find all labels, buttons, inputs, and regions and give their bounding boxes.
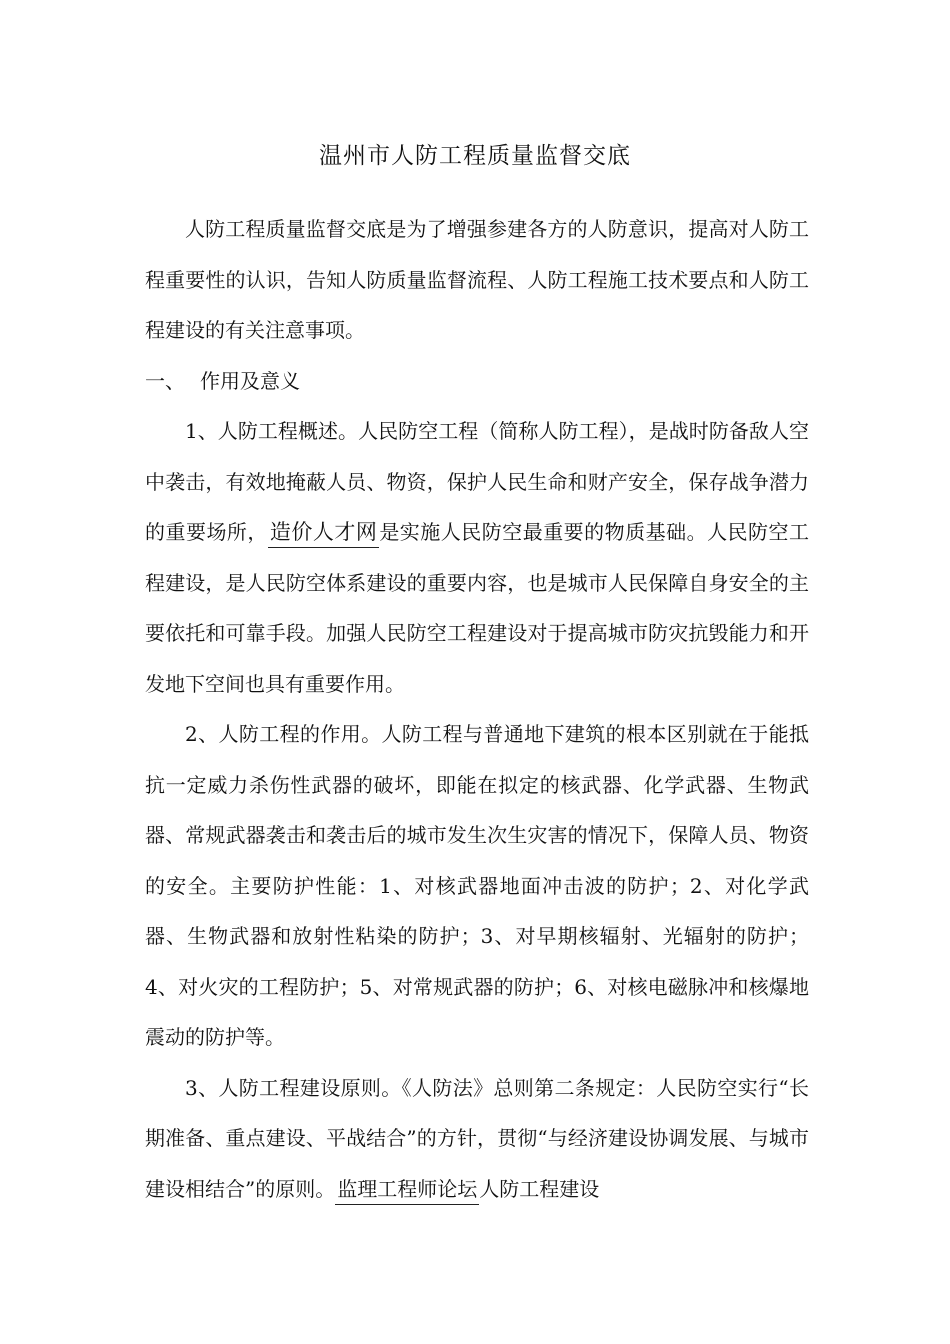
paragraph-overview-text-2: 是实施人民防空最重要的物质基础。人民防空工程建设，是人民防空体系建设的重要内容，也是城市人民保障自身安全的主要依托和可靠手段。加强人民防空工程建设对于提高城市防灾抗毁能力和开发地下空间也具有重要作用。 (145, 520, 810, 696)
document-body (145, 204, 809, 1214)
section-number: 一、 (145, 368, 185, 393)
paragraph-principle-text-2: 人防工程建设 (479, 1176, 600, 1201)
intro-paragraph: 人防工程质量监督交底是为了增强参建各方的人防意识，提高对人防工程重要性的认识，告知人防质量监督流程、人防工程施工技术要点和人防工程建设的有关注意事项。 (145, 217, 809, 342)
paragraph-principle (145, 1063, 809, 1215)
inline-link-cost-talent[interactable]: 造价人才网 (268, 520, 379, 548)
paragraph-overview (145, 406, 809, 709)
paragraph-overview-text-1: 1、人防工程概述。人民防空工程（简称人防工程），是战时防备敌人空中袭击，有效地掩蔽人员、物资，保护人民生命和财产安全，保存战争潜力的重要场所， (145, 419, 809, 544)
paragraph-principle-text-1: 3、人防工程建设原则。《人防法》总则第二条规定：人民防空实行“长期准备、重点建设、平战结合”的方针，贯彻“与经济建设协调发展、与城市建设相结合”的原则。 (145, 1075, 809, 1201)
document-title: 温州市人防工程质量监督交底 (319, 143, 631, 169)
paragraph-function: 2、人防工程的作用。人防工程与普通地下建筑的根本区别就在于能抵抗一定威力杀伤性武器的破坏，即能在拟定的核武器、化学武器、生物武器、常规武器袭击和袭击后的城市发生次生灾害的情况下，保障人员、物资的安全。主要防护性能：1、对核武器地面冲击波的防护；2、对化学武器、生物武器和放射性粘染的防护；3、对早期核辐射、光辐射的防护；4、对火灾的工程防护；5、对常规武器的防护；6、对核电磁脉冲和核爆地震动的防护等。 (145, 722, 809, 1049)
inline-link-engineer-forum[interactable]: 监理工程师论坛 (335, 1177, 479, 1205)
section-title: 作用及意义 (200, 368, 300, 393)
section-heading (145, 356, 809, 407)
